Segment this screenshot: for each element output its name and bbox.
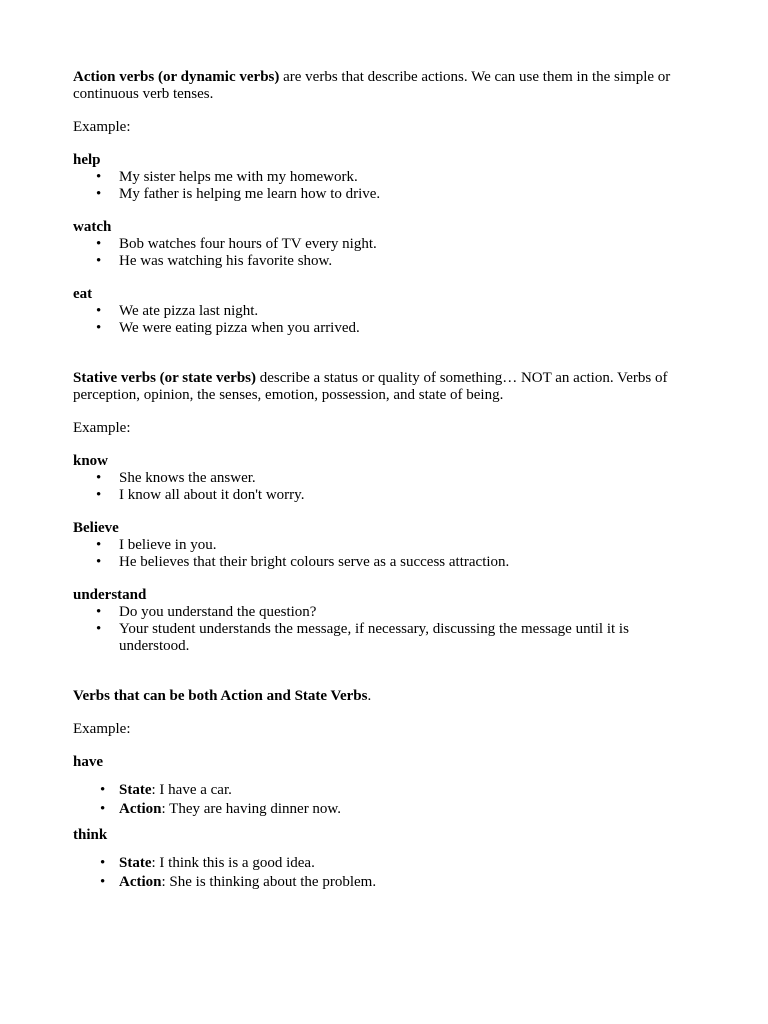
list-item: • I know all about it don't worry. bbox=[96, 487, 305, 503]
action-verbs-intro bbox=[73, 69, 698, 103]
stative-verbs-definition: describe a status or quality of something… NOT an action. Verbs of perception, opinion, the senses, emotion, possession, and state of being. bbox=[73, 370, 668, 403]
have-examples-list bbox=[73, 782, 698, 820]
list-item: • Your student understands the message, if necessary, discussing the message until it is understood. bbox=[96, 621, 629, 654]
bullet-icon: • bbox=[96, 554, 102, 570]
bullet-icon: • bbox=[100, 801, 106, 817]
document-page bbox=[73, 69, 698, 893]
stative-verbs-term: Stative verbs (or state verbs) bbox=[73, 370, 257, 386]
stative-verbs-intro bbox=[73, 370, 698, 404]
bullet-icon: • bbox=[96, 621, 102, 637]
list-item: • He believes that their bright colours serve as a success attraction. bbox=[96, 554, 510, 570]
both-verbs-heading: Verbs that can be both Action and State Verbs. bbox=[73, 688, 372, 704]
list-item: • We ate pizza last night. bbox=[96, 303, 259, 319]
verb-heading-know: know bbox=[73, 453, 109, 469]
verb-heading-understand: understand bbox=[73, 587, 147, 603]
verb-heading-have: have bbox=[73, 754, 103, 770]
help-examples-list bbox=[73, 169, 698, 203]
list-item: • Bob watches four hours of TV every night. bbox=[96, 236, 377, 252]
bullet-icon: • bbox=[96, 186, 102, 202]
bullet-icon: • bbox=[96, 537, 102, 553]
bullet-icon: • bbox=[96, 487, 102, 503]
believe-examples-list bbox=[73, 537, 698, 571]
list-item: • Do you understand the question? bbox=[96, 604, 317, 620]
list-item: • Action: She is thinking about the problem. bbox=[100, 874, 377, 890]
list-item: • My father is helping me learn how to drive. bbox=[96, 186, 381, 202]
list-item: • We were eating pizza when you arrived. bbox=[96, 320, 360, 336]
verb-heading-believe: Believe bbox=[73, 520, 119, 536]
list-item: • My sister helps me with my homework. bbox=[96, 169, 358, 185]
think-examples-list bbox=[73, 855, 698, 893]
bullet-icon: • bbox=[100, 874, 106, 890]
watch-examples-list bbox=[73, 236, 698, 270]
list-item: • She knows the answer. bbox=[96, 470, 256, 486]
verb-heading-help: help bbox=[73, 152, 101, 168]
list-item: • State: I have a car. bbox=[100, 782, 232, 798]
bullet-icon: • bbox=[96, 303, 102, 319]
eat-examples-list bbox=[73, 303, 698, 337]
bullet-icon: • bbox=[96, 604, 102, 620]
verb-heading-watch: watch bbox=[73, 219, 112, 235]
list-item: • He was watching his favorite show. bbox=[96, 253, 333, 269]
example-label: Example: bbox=[73, 420, 131, 436]
understand-examples-list bbox=[73, 604, 698, 655]
verb-heading-eat: eat bbox=[73, 286, 93, 302]
list-item: • I believe in you. bbox=[96, 537, 217, 553]
bullet-icon: • bbox=[96, 169, 102, 185]
bullet-icon: • bbox=[96, 320, 102, 336]
know-examples-list bbox=[73, 470, 698, 504]
bullet-icon: • bbox=[100, 782, 106, 798]
bullet-icon: • bbox=[100, 855, 106, 871]
example-label: Example: bbox=[73, 721, 131, 737]
list-item: • State: I think this is a good idea. bbox=[100, 855, 315, 871]
list-item: • Action: They are having dinner now. bbox=[100, 801, 342, 817]
example-label: Example: bbox=[73, 119, 131, 135]
verb-heading-think: think bbox=[73, 827, 108, 843]
action-verbs-term: Action verbs (or dynamic verbs) bbox=[73, 69, 280, 85]
action-verbs-definition: are verbs that describe actions. We can use them in the simple or continuous verb tenses. bbox=[73, 69, 671, 102]
bullet-icon: • bbox=[96, 470, 102, 486]
bullet-icon: • bbox=[96, 236, 102, 252]
bullet-icon: • bbox=[96, 253, 102, 269]
